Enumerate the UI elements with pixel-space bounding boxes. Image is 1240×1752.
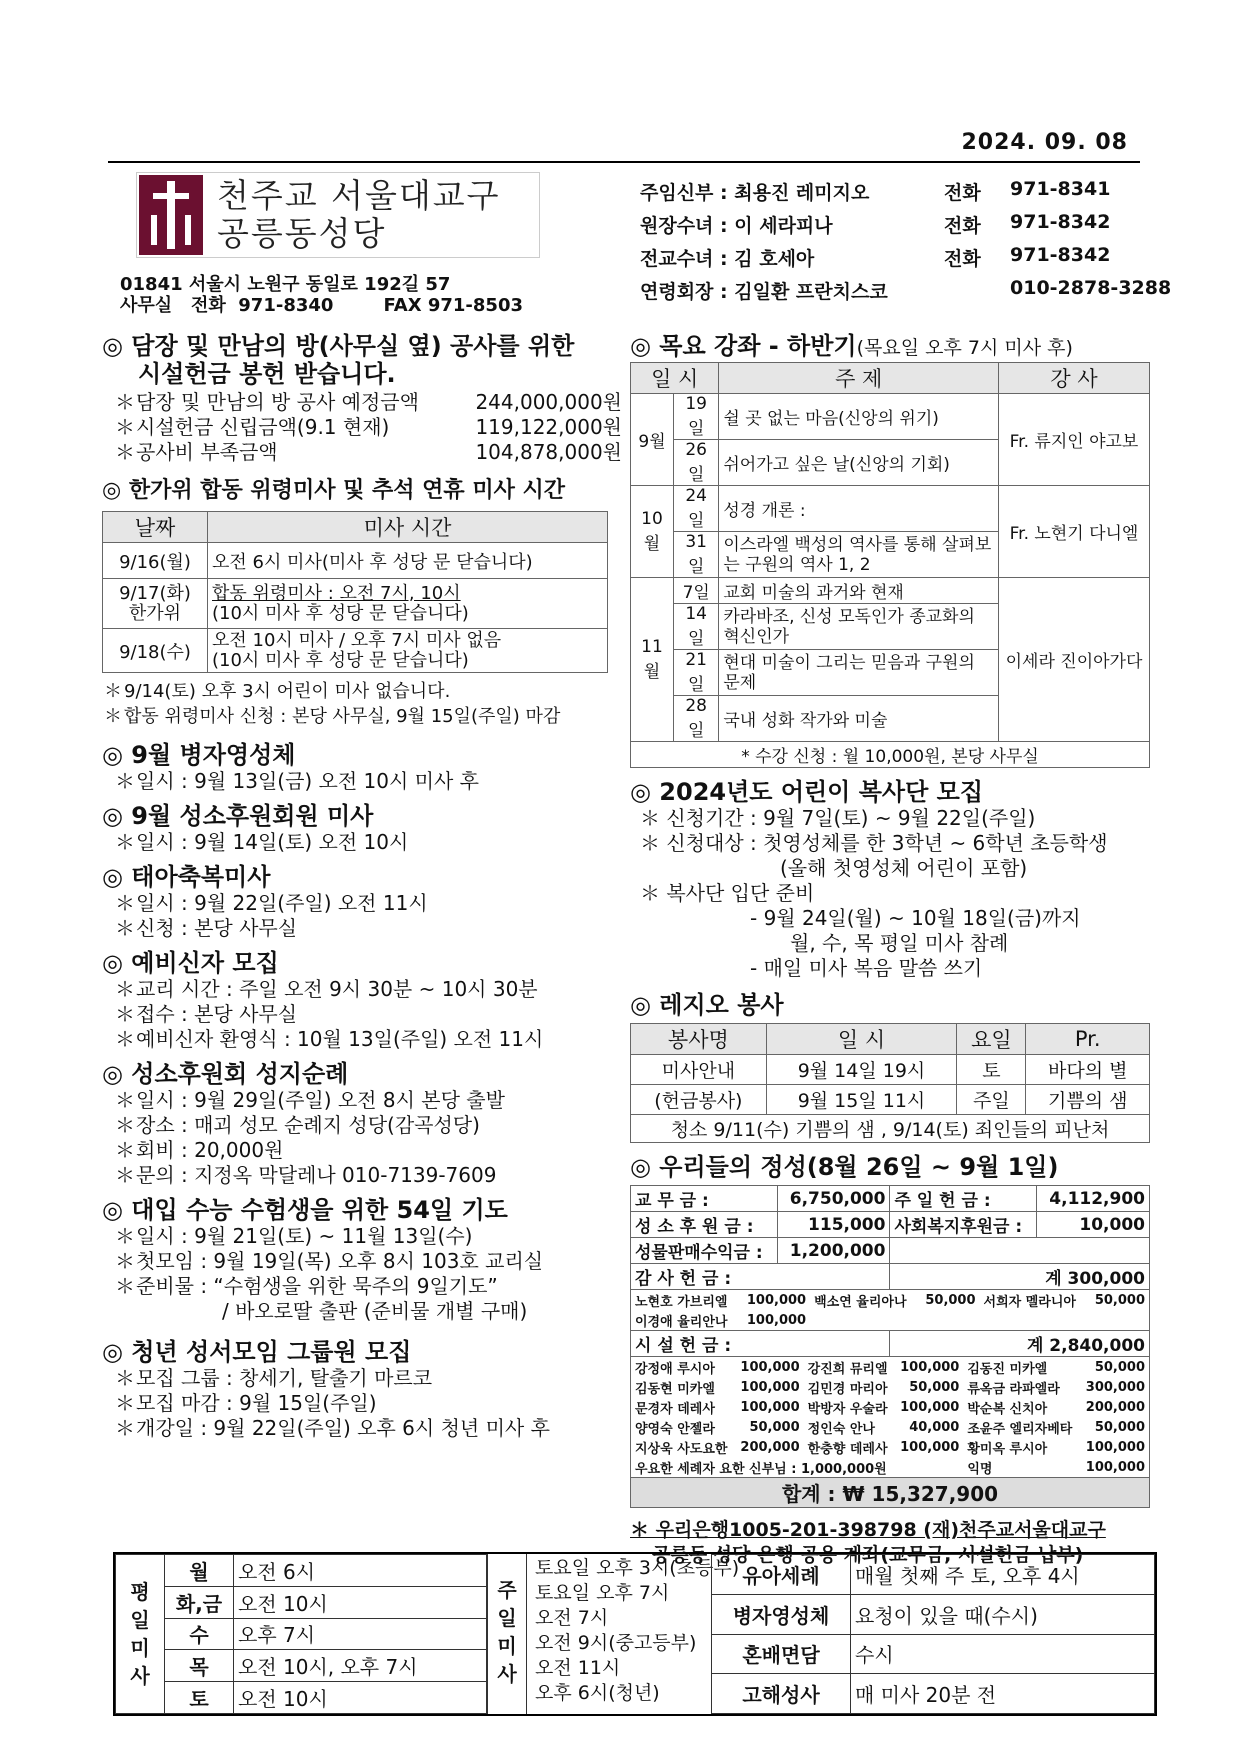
sunday-mass-times: 토요일 오후 3시(초등부) 토요일 오후 7시 오전 7시 오전 9시(중고등부) 오전 11시 오후 6시(청년) <box>535 1557 740 1704</box>
section-title-catechumen: ◎ 예비신자 모집 <box>102 949 279 977</box>
section-title-offerings: ◎ 우리들의 정성(8월 26일 ~ 9월 1일) <box>630 1153 1059 1181</box>
parish-name-line1: 천주교 서울대교구 <box>217 176 501 215</box>
sunday-mass-label: 주 일 미 사 <box>487 1554 527 1714</box>
section-title-sick: ◎ 9월 병자영성체 <box>102 741 296 769</box>
section-title-lecture: ◎ 목요 강좌 - 하반기 <box>630 332 857 360</box>
mass-schedule <box>113 1552 1157 1716</box>
sacraments-table: 유아세례 매월 첫째 주 토, 오후 4시 병자영성체 요청이 있을 때(수시) 혼배면담 수시 고해성사 매 미사 20분 전 <box>711 1554 1155 1714</box>
section-title-exam-prayer: ◎ 대입 수능 수험생을 위한 54일 기도 <box>102 1196 508 1224</box>
parish-name-line2: 공릉동성당 <box>217 214 387 253</box>
staff-row: 전교수녀 : 김 호세아 전화 971-8342 <box>640 244 1111 270</box>
section-title-chuseok: ◎ 한가위 합동 위령미사 및 추석 연휴 미사 시간 <box>102 478 566 503</box>
section-title-pilgrimage: ◎ 성소후원회 성지순례 <box>102 1060 349 1088</box>
header-rule <box>108 161 1140 163</box>
section-title-youth-bible: ◎ 청년 성서모임 그룹원 모집 <box>102 1338 412 1366</box>
section-title-fetus: ◎ 태아축복미사 <box>102 863 271 891</box>
chuseok-mass-table: 날짜 미사 시간 9/16(월) 오전 6시 미사(미사 후 성당 문 닫습니다) 9/17(화) 한가위 합동 위령미사 : 오전 7시, 10시 (10시 미사 후 성당 문 닫습니다) 9/18(수) 오전 10시 미사 / 오후 7시 미사 없음 (10시 미사 후 성당 문 닫습니다) <box>102 511 608 673</box>
offerings-total: 합계 : ₩ 15,327,900 <box>631 1478 1150 1508</box>
section-title-facility: ◎ 담장 및 만남의 방(사무실 옆) 공사를 위한 <box>102 332 575 360</box>
lecture-table: 일 시 주 제 강 사 9월 19일 쉴 곳 없는 마음(신앙의 위기) Fr. 류지인 야고보 26일 쉬어가고 싶은 날(신앙의 기회) 10월 24일 성경 개론 : Fr. 노현기 다니엘 31일 이스라엘 백성의 역사를 통해 살펴보는 구원의 역사 1, 2 11월 7일 교회 미술의 과거와 현재 이세라 진이아가다 14일 카라바조, 신성 모독인가 종교화의 혁신인가 21일 현대 미술이 그리는 믿음과 구원의 문제 28일 국내 성화 작가와 미술 * 수강 신청 : 월 10,000원, 본당 사무실 <box>630 362 1150 768</box>
staff-row: 연령회장 : 김일환 프란치스코 010-2878-3288 <box>640 277 1172 303</box>
offerings-table: 교 무 금 : 6,750,000 주 일 헌 금 : 4,112,900 성 소 후 원 금 : 115,000 사회복지후원금 : 10,000 성물판매수익금 : 1,200,000 감 사 헌 금 : 계 300,000 노현호 가브리엘 100,000 백소연 율리아나 50,000 서희자 멜라니아 50,000 이경애 율리안나 100,000 시 설 헌 금 : 계 2,840,000 강정애 루시아 100,000 강진희 뮤리엘 100,000 김동진 미카엘 50,000 김동현 미카엘 100,000 김민경 마리아 50,000 류옥금 라파엘라 300,000 문경자 데레사 100,000 박방자 우술라 100,000 박순복 신치아 200,000 양영숙 안젤라 50,000 정인숙 안나 40,000 조윤주 엘리자베타 50,000 지상욱 사도요한 200,000 한충향 데레사 100,000 황미옥 루시아 100,000 우요한 세례자 요한 신부님 : 1,000,000원 익명 100,000 합계 : ₩ 15,327,900 <box>630 1185 1150 1508</box>
staff-list <box>640 178 1171 310</box>
staff-row: 주임신부 : 최용진 레미지오 전화 971-8341 <box>640 178 1111 204</box>
section-title-vocation: ◎ 9월 성소후원회원 미사 <box>102 802 374 830</box>
parish-address: 01841 서울시 노원구 동일로 192길 57 사무실 전화 971-8340 FAX 971-8503 <box>120 274 523 316</box>
weekday-mass-table: 평 일 미 사 월 오전 6시 화,금 오전 10시 수 오후 7시 목 오전 10시, 오후 7시 토 오전 10시 <box>115 1554 487 1714</box>
staff-row: 원장수녀 : 이 세라피나 전화 971-8342 <box>640 211 1111 237</box>
church-logo-icon <box>139 175 203 255</box>
bank-account: ＊ 우리은행1005-201-398798 (재)천주교서울대교구 <box>630 1519 1106 1541</box>
section-title-altar-servers: ◎ 2024년도 어린이 복사단 모집 <box>630 778 983 806</box>
legio-table: 봉사명 일 시 요일 Pr. 미사안내 9월 14일 19시 토 바다의 별 (헌금봉사) 9월 15일 11시 주일 기쁨의 샘 청소 9/11(수) 기쁨의 샘 , 9/14(토) 죄인들의 피난처 <box>630 1023 1150 1143</box>
right-column: ◎ 목요 강좌 - 하반기(목요일 오후 7시 미사 후) 일 시 주 제 강 사 9월 19일 쉴 곳 없는 마음(신앙의 위기) Fr. 류지인 야고보 26일 쉬어가고 싶은 날(신앙의 기회) 10월 24일 성경 개론 : Fr. 노현기 다니엘 31일 이스라엘 백성의 역사를 통해 살펴보는 구원의 역사 1, 2 11월 7일 교회 미술의 과거와 현재 이세라 진이아가다 14일 카라바조, 신성 모독인가 종교화의 혁신인가 21일 현대 미술이 그리는 믿음과 구원의 문제 28일 국내 성화 작가와 미술 * 수강 신청 : 월 10,000원, 본당 사무실 ◎ 2024년도 어린이 복사단 모집 ＊ 신청기간 : 9월 7일(토) ~ 9월 22일(주일) ＊ 신청대상 : 첫영성체를 한 3학년 ~ 6학년 초등학생 (올해 첫영성체 어린이 포함) ＊ 복사단 입단 준비 - 9월 24일(월) ~ 10월 18일(금)까지 월, 수, 목 평일 미사 참례 - 매일 미사 복음 말씀 쓰기 ◎ 레지오 봉사 봉사명 일 시 요일 Pr. 미사안내 9월 14일 19시 토 바다의 별 (헌금봉사) 9월 15일 11시 주일 기쁨의 샘 청소 9/11(수) 기쁨의 샘 , 9/14(토) 죄인들의 피난처 ◎ 우리들의 정성(8월 26일 ~ 9월 1일) 교 무 금 : 6,750,000 주 일 헌 금 : 4,112,900 성 소 후 원 금 : 115,000 사회복지후원금 : 10,000 성물판매수익금 : 1,200,000 감 사 헌 금 : 계 300,000 노현호 가브리엘 100,000 백소연 율리아나 50,000 서희자 멜라니아 50,000 이경애 율리안나 100,000 시 설 헌 금 : 계 2,840,000 강정애 루시아 100,000 강진희 뮤리엘 100,000 김동진 미카엘 50,000 김동현 미카엘 100,000 김민경 마리아 50,000 류옥금 라파엘라 300,000 문경자 데레사 100,000 박방자 우술라 100,000 박순복 신치아 200,000 양영숙 안젤라 50,000 정인숙 안나 40,000 조윤주 엘리자베타 50,000 지상욱 사도요한 200,000 한충향 데레사 100,000 황미옥 루시아 100,000 우요한 세례자 요한 신부님 : 1,000,000원 익명 100,000 합계 : ₩ 15,327,900 ＊ 우리은행1005-201-398798 (재)천주교서울대교구 공릉동 성당 은행 공용 계좌(교무금, 시설헌금 납부) <box>630 332 1152 1568</box>
parish-logo <box>136 172 540 258</box>
left-column: ◎ 담장 및 만남의 방(사무실 옆) 공사를 위한 시설헌금 봉헌 받습니다. ＊ 담장 및 만남의 방 공사 예정금액 244,000,000원 ＊ 시설헌금 신립금액(9.1 현재) 119,122,000원 ＊ 공사비 부족금액 104,878,000원 ◎ 한가위 합동 위령미사 및 추석 연휴 미사 시간 날짜 미사 시간 9/16(월) 오전 6시 미사(미사 후 성당 문 닫습니다) 9/17(화) 한가위 합동 위령미사 : 오전 7시, 10시 (10시 미사 후 성당 문 닫습니다) 9/18(수) 오전 10시 미사 / 오후 7시 미사 없음 (10시 미사 후 성당 문 닫습니다) ＊ 9/14(토) 오후 3시 어린이 미사 없습니다. ＊ 합동 위령미사 신청 : 본당 사무실, 9월 15일(주일) 마감 ◎ 9월 병자영성체 ＊일시 : 9월 13일(금) 오전 10시 미사 후 ◎ 9월 성소후원회원 미사 ＊일시 : 9월 14일(토) 오전 10시 ◎ 태아축복미사 ＊일시 : 9월 22일(주일) 오전 11시 ＊신청 : 본당 사무실 ◎ 예비신자 모집 ＊교리 시간 : 주일 오전 9시 30분 ~ 10시 30분 ＊접수 : 본당 사무실 ＊예비신자 환영식 : 10월 13일(주일) 오전 11시 ◎ 성소후원회 성지순례 ＊일시 : 9월 29일(주일) 오전 8시 본당 출발 ＊장소 : 매괴 성모 순례지 성당(감곡성당) ＊회비 : 20,000원 ＊문의 : 지정옥 막달레나 010-7139-7609 ◎ 대입 수능 수험생을 위한 54일 기도 ＊일시 : 9월 21일(토) ~ 11월 13일(수) ＊첫모임 : 9월 19일(목) 오후 8시 103호 교리실 ＊준비물 : “수험생을 위한 묵주의 9일기도” / 바오로딸 출판 (준비물 개별 구매) ◎ 청년 성서모임 그룹원 모집 ＊모집 그룹 : 창세기, 탈출기 마르코 ＊모집 마감 : 9월 15일(주일) ＊개강일 : 9월 22일(주일) 오후 6시 청년 미사 후 <box>102 332 622 1440</box>
bulletin-date: 2024. 09. 08 <box>961 130 1128 155</box>
section-title-legio: ◎ 레지오 봉사 <box>630 991 784 1019</box>
